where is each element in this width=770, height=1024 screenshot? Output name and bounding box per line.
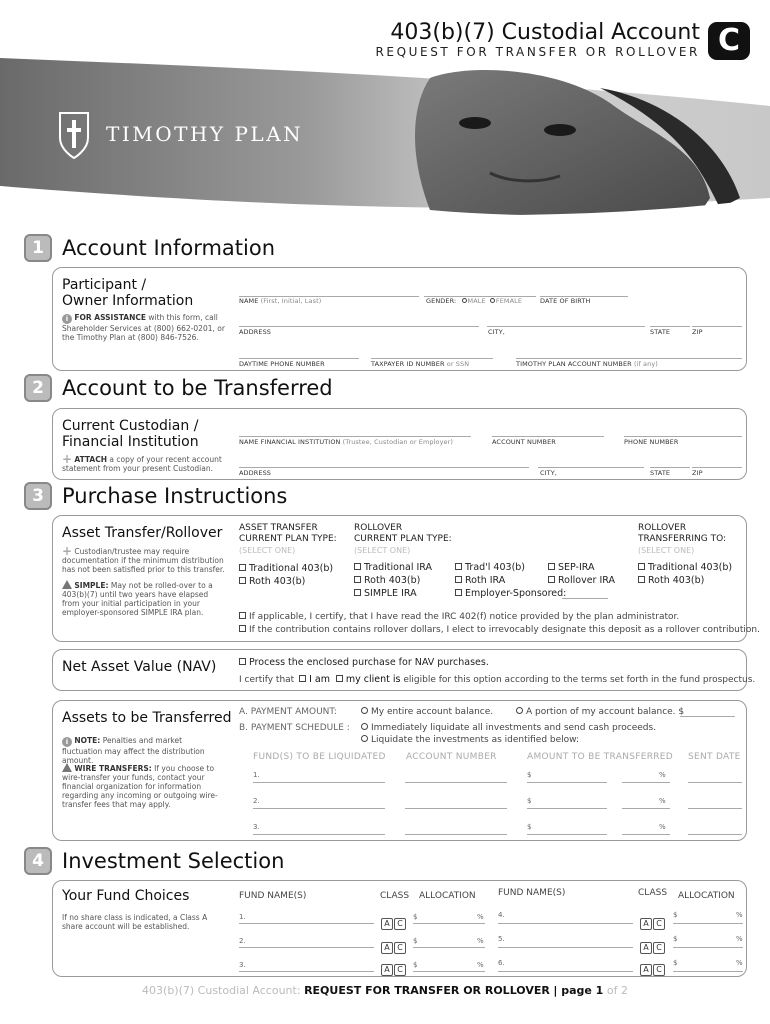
percent-sign: %	[736, 959, 743, 967]
payment-schedule-label: B. PAYMENT SCHEDULE :	[239, 723, 350, 733]
rollover-tradl-403b-option[interactable]: Trad'l 403(b)	[455, 562, 525, 573]
rollover-to-header: ROLLOVER	[638, 523, 687, 533]
form-subtitle: REQUEST FOR TRANSFER OR ROLLOVER	[375, 45, 700, 59]
liquidate-all-option[interactable]: Immediately liquidate all investments and send cash proceeds.	[361, 723, 656, 733]
liquidation-row-number: 1.	[253, 771, 260, 779]
section-1-number: 1	[24, 234, 52, 262]
checkbox[interactable]	[548, 576, 555, 583]
plus-icon: +	[62, 544, 73, 558]
footer-request: REQUEST FOR TRANSFER OR ROLLOVER	[304, 984, 550, 997]
rollover-employer-sponsored-option[interactable]: Employer-Sponsored:	[455, 588, 566, 599]
fund-name-field[interactable]	[498, 923, 633, 924]
attach-statement-note: + ATTACH a copy of your recent account statement from your present Custodian.	[62, 452, 222, 473]
state-field[interactable]	[650, 326, 690, 327]
radio[interactable]	[516, 707, 523, 714]
fund-row-number: 6.	[498, 959, 505, 967]
liquidation-fund-field[interactable]	[253, 834, 385, 835]
warning-icon	[62, 580, 72, 589]
checkbox[interactable]	[354, 563, 361, 570]
checkbox[interactable]	[239, 577, 246, 584]
percent-sign: %	[477, 937, 484, 945]
class-a-box[interactable]: A	[640, 918, 652, 930]
institution-phone-field[interactable]	[624, 436, 742, 437]
radio[interactable]	[361, 707, 368, 714]
checkbox[interactable]	[638, 563, 645, 570]
allocation-field[interactable]	[413, 947, 485, 948]
dollar-sign: $	[673, 959, 678, 967]
institution-phone-label: PHONE NUMBER	[624, 438, 679, 446]
class-selector	[381, 911, 407, 930]
liquidate-identified-option[interactable]: Liquidate the investments as identified below:	[361, 735, 579, 745]
liquidation-account-field[interactable]	[405, 834, 507, 835]
checkbox[interactable]	[548, 563, 555, 570]
institution-name-field[interactable]	[239, 436, 471, 437]
institution-account-label: ACCOUNT NUMBER	[492, 438, 556, 446]
taxpayer-id-label: TAXPAYER ID NUMBER or SSN	[371, 360, 470, 368]
radio[interactable]	[361, 735, 368, 742]
rollover-sep-ira-option[interactable]: SEP-IRA	[548, 562, 595, 573]
liquidation-date-field[interactable]	[688, 834, 742, 835]
wire-transfers-note: WIRE TRANSFERS: If you choose to wire-transfer your funds, contact your financial organization for information regarding any incoming or outgoing wire-transfer fees that may apply.	[62, 764, 218, 809]
payment-amount-label: A. PAYMENT AMOUNT:	[239, 707, 337, 717]
section-2-title: Account to be Transferred	[62, 376, 333, 400]
rollover-roth-403b-option[interactable]: Roth 403(b)	[354, 575, 420, 586]
dollar-sign: $	[527, 797, 532, 805]
class-c-box[interactable]: C	[653, 964, 665, 976]
class-a-box[interactable]: A	[381, 942, 393, 954]
city-field-label: CITY,	[488, 328, 505, 336]
dollar-sign: $	[527, 823, 532, 831]
checkbox[interactable]	[455, 563, 462, 570]
portion-balance-option[interactable]: A portion of my account balance. $	[516, 707, 684, 717]
state-field-label: STATE	[650, 328, 671, 336]
liquidation-fund-field[interactable]	[253, 782, 385, 783]
institution-address-label: ADDRESS	[239, 469, 272, 477]
transferring-to-select-one: (SELECT ONE)	[638, 546, 695, 555]
info-icon: i	[62, 737, 72, 747]
allocation-field[interactable]	[413, 971, 485, 972]
percent-sign: %	[659, 771, 666, 779]
liquidation-fund-field[interactable]	[253, 808, 385, 809]
portion-amount-field[interactable]	[680, 716, 735, 717]
class-a-box[interactable]: A	[640, 942, 652, 954]
rollover-header: ROLLOVER	[354, 523, 403, 533]
asset-transfer-header: ASSET TRANSFER	[239, 523, 318, 533]
fund-name-field[interactable]	[239, 947, 374, 948]
section-2-number: 2	[24, 374, 52, 402]
footer-page-number: | page 1	[553, 984, 604, 997]
warning-icon	[62, 763, 72, 772]
gender-field-label: GENDER: MALE FEMALE	[426, 297, 523, 305]
liquidation-percent-field[interactable]	[622, 834, 670, 835]
i-am-checkbox[interactable]	[299, 675, 306, 682]
section-1-title: Account Information	[62, 236, 276, 260]
daytime-phone-field[interactable]	[239, 358, 359, 359]
penalties-note: i NOTE: Penalties and market fluctuation may affect the distribution amount.	[62, 736, 205, 765]
class-c-box[interactable]: C	[653, 942, 665, 954]
institution-zip-label: ZIP	[692, 469, 703, 477]
col-allocation-right: ALLOCATION	[678, 891, 735, 901]
institution-city-field[interactable]	[538, 467, 644, 468]
col-class-left: CLASS	[380, 891, 410, 901]
dollar-sign: $	[413, 913, 418, 921]
allocation-field[interactable]	[413, 923, 485, 924]
col-sent-date: SENT DATE	[688, 752, 741, 762]
percent-sign: %	[736, 935, 743, 943]
liquidation-row-number: 3.	[253, 823, 260, 831]
institution-account-field[interactable]	[492, 436, 604, 437]
class-c-box[interactable]: C	[653, 918, 665, 930]
form-letter-badge: C	[708, 22, 750, 60]
percent-sign: %	[659, 797, 666, 805]
page-footer	[0, 984, 770, 997]
fund-row-number: 2.	[239, 937, 246, 945]
info-icon: i	[62, 314, 72, 324]
checkbox[interactable]	[239, 658, 246, 665]
fund-name-field[interactable]	[239, 923, 374, 924]
dob-field-label: DATE OF BIRTH	[540, 297, 591, 305]
asset-transfer-label: Asset Transfer/Rollover	[62, 525, 223, 541]
fund-name-field[interactable]	[239, 971, 374, 972]
liquidation-account-field[interactable]	[405, 782, 507, 783]
class-selector	[640, 911, 666, 930]
checkbox[interactable]	[354, 576, 361, 583]
gender-male-radio[interactable]	[462, 298, 467, 303]
class-c-box[interactable]: C	[394, 964, 406, 976]
col-amount-transferred: AMOUNT TO BE TRANSFERRED	[527, 752, 674, 762]
class-c-box[interactable]: C	[394, 918, 406, 930]
address-field[interactable]	[239, 326, 479, 327]
certify-402f-option[interactable]: If applicable, I certify, that I have read the IRC 402(f) notice provided by the plan administrator.	[239, 612, 679, 622]
dollar-sign: $	[413, 961, 418, 969]
allocation-field[interactable]	[673, 923, 743, 924]
to-traditional-403b-option[interactable]: Traditional 403(b)	[638, 562, 732, 573]
rollover-plan-header: CURRENT PLAN TYPE:	[354, 534, 452, 544]
col-funds-liquidated: FUND(S) TO BE LIQUIDATED	[253, 752, 386, 762]
header-banner-photo	[0, 58, 770, 238]
col-allocation-left: ALLOCATION	[419, 891, 476, 901]
class-c-box[interactable]: C	[394, 942, 406, 954]
section-3-title: Purchase Instructions	[62, 484, 288, 508]
checkbox[interactable]	[638, 576, 645, 583]
rollover-traditional-ira-option[interactable]: Traditional IRA	[354, 562, 432, 573]
city-field[interactable]	[487, 326, 645, 327]
asset-transfer-select-one: (SELECT ONE)	[239, 546, 296, 555]
class-selector	[640, 957, 666, 976]
rollover-simple-ira-option[interactable]: SIMPLE IRA	[354, 588, 417, 599]
col-class-right: CLASS	[638, 888, 668, 898]
fund-name-field[interactable]	[498, 947, 633, 948]
transfer-roth-403b-option[interactable]: Roth 403(b)	[239, 576, 305, 587]
liquidation-percent-field[interactable]	[622, 808, 670, 809]
taxpayer-id-field[interactable]	[371, 358, 493, 359]
plus-icon: +	[62, 452, 73, 466]
gender-female-radio[interactable]	[490, 298, 495, 303]
assistance-note: i FOR ASSISTANCE with this form, call Shareholder Services at (800) 662-0201, or the Timothy Plan at (800) 846-7526.	[62, 313, 225, 342]
col-fund-names-right: FUND NAME(S)	[498, 888, 566, 898]
name-field-label: NAME (First, Initial, Last)	[239, 297, 322, 305]
checkbox[interactable]	[239, 612, 246, 619]
employer-sponsored-field[interactable]	[562, 598, 608, 599]
checkbox[interactable]	[239, 625, 246, 632]
current-custodian-label: Current Custodian / Financial Institution	[62, 418, 199, 450]
footer-page-total: of 2	[606, 984, 628, 997]
checkbox[interactable]	[239, 564, 246, 571]
dollar-sign: $	[413, 937, 418, 945]
rollover-rollover-ira-option[interactable]: Rollover IRA	[548, 575, 615, 586]
footer-doc-name: 403(b)(7) Custodial Account:	[142, 984, 301, 997]
timothy-account-label: TIMOTHY PLAN ACCOUNT NUMBER (if any)	[516, 360, 658, 368]
class-selector	[381, 935, 407, 954]
transfer-traditional-403b-option[interactable]: Traditional 403(b)	[239, 563, 333, 574]
checkbox[interactable]	[354, 589, 361, 596]
rollover-roth-ira-option[interactable]: Roth IRA	[455, 575, 505, 586]
section-4-number: 4	[24, 847, 52, 875]
dollar-sign: $	[527, 771, 532, 779]
col-fund-names-left: FUND NAME(S)	[239, 891, 307, 901]
fund-row-number: 3.	[239, 961, 246, 969]
rollover-select-one: (SELECT ONE)	[354, 546, 411, 555]
my-client-checkbox[interactable]	[336, 675, 343, 682]
liquidation-date-field[interactable]	[688, 808, 742, 809]
class-a-box[interactable]: A	[381, 918, 393, 930]
radio[interactable]	[361, 723, 368, 730]
share-class-note: If no share class is indicated, a Class A share account will be established.	[62, 913, 208, 931]
timothy-plan-logo: TIMOTHY PLAN	[106, 122, 304, 146]
liquidation-percent-field[interactable]	[622, 782, 670, 783]
section-3-number: 3	[24, 482, 52, 510]
assets-transferred-label: Assets to be Transferred	[62, 710, 232, 726]
institution-state-field[interactable]	[650, 467, 690, 468]
liquidation-row-number: 2.	[253, 797, 260, 805]
section-4-title: Investment Selection	[62, 849, 285, 873]
fund-choices-label: Your Fund Choices	[62, 888, 190, 904]
entire-balance-option[interactable]: My entire account balance.	[361, 707, 493, 717]
institution-name-label: NAME FINANCIAL INSTITUTION (Trustee, Custodian or Employer)	[239, 438, 454, 446]
asset-transfer-plan-header: CURRENT PLAN TYPE:	[239, 534, 337, 544]
percent-sign: %	[477, 961, 484, 969]
timothy-account-field[interactable]	[516, 358, 742, 359]
fund-name-field[interactable]	[498, 971, 633, 972]
form-title: 403(b)(7) Custodial Account	[390, 20, 700, 45]
zip-field[interactable]	[692, 326, 742, 327]
daytime-phone-label: DAYTIME PHONE NUMBER	[239, 360, 325, 368]
checkbox[interactable]	[455, 589, 462, 596]
nav-certify-line: I certify that I am my client is eligible for this option according to the terms set forth in the fund prospectus.	[239, 674, 756, 685]
liquidation-date-field[interactable]	[688, 782, 742, 783]
liquidation-account-field[interactable]	[405, 808, 507, 809]
percent-sign: %	[736, 911, 743, 919]
to-roth-403b-option[interactable]: Roth 403(b)	[638, 575, 704, 586]
transferring-to-header: TRANSFERRING TO:	[638, 534, 727, 544]
fund-row-number: 4.	[498, 911, 505, 919]
institution-state-label: STATE	[650, 469, 671, 477]
allocation-field[interactable]	[673, 971, 743, 972]
liquidation-amount-field[interactable]	[527, 808, 607, 809]
nav-label: Net Asset Value (NAV)	[62, 659, 217, 675]
institution-zip-field[interactable]	[692, 467, 742, 468]
nav-process-option[interactable]: Process the enclosed purchase for NAV purchases.	[239, 657, 489, 668]
certify-rollover-option[interactable]: If the contribution contains rollover dollars, I elect to irrevocably designate this deposit as a rollover contribution.	[239, 625, 760, 635]
percent-sign: %	[477, 913, 484, 921]
simple-ira-note: SIMPLE: May not be rolled-over to a 403(b)(7) until two years have elapsed from your initial participation in your employer-sponsored SIMPLE IRA plan.	[62, 581, 213, 617]
address-field-label: ADDRESS	[239, 328, 272, 336]
dollar-sign: $	[673, 911, 678, 919]
class-a-box[interactable]: A	[381, 964, 393, 976]
fund-row-number: 5.	[498, 935, 505, 943]
percent-sign: %	[659, 823, 666, 831]
col-account-number: ACCOUNT NUMBER	[406, 752, 497, 762]
checkbox[interactable]	[455, 576, 462, 583]
liquidation-amount-field[interactable]	[527, 834, 607, 835]
class-selector	[640, 935, 666, 954]
custodian-documentation-note: + Custodian/trustee may require documentation if the minimum distribution has not been satisfied prior to this transfer.	[62, 544, 225, 574]
dollar-sign: $	[673, 935, 678, 943]
institution-city-label: CITY,	[540, 469, 557, 477]
institution-address-field[interactable]	[239, 467, 529, 468]
zip-field-label: ZIP	[692, 328, 703, 336]
class-a-box[interactable]: A	[640, 964, 652, 976]
fund-row-number: 1.	[239, 913, 246, 921]
participant-owner-label: Participant / Owner Information	[62, 277, 194, 309]
allocation-field[interactable]	[673, 947, 743, 948]
liquidation-amount-field[interactable]	[527, 782, 607, 783]
class-selector	[381, 957, 407, 976]
